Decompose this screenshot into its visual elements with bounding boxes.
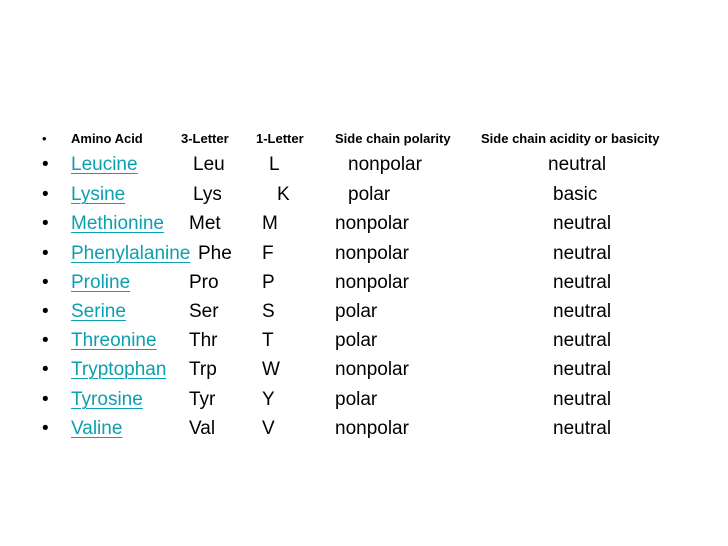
header-one-letter: 1-Letter: [256, 131, 304, 146]
acidity-value: neutral: [553, 389, 612, 410]
one-letter-code: L: [269, 154, 280, 175]
amino-acid-link[interactable]: Serine: [71, 301, 126, 322]
amino-acid-link[interactable]: Threonine: [71, 330, 157, 351]
three-letter-code: Tyr: [189, 389, 216, 410]
one-letter-code: M: [262, 213, 278, 234]
three-letter-code: Val: [189, 418, 216, 439]
bullet: •: [42, 418, 49, 439]
three-letter-code: Thr: [189, 330, 218, 351]
acidity-value: neutral: [553, 330, 612, 351]
bullet: •: [42, 389, 49, 410]
acidity-value: neutral: [553, 272, 612, 293]
table-row: [0, 415, 728, 443]
acidity-value: neutral: [553, 301, 612, 322]
three-letter-code: Met: [189, 213, 221, 234]
amino-acid-link[interactable]: Phenylalanine: [71, 243, 191, 264]
polarity-value: nonpolar: [335, 213, 409, 234]
table-row: [0, 151, 728, 179]
three-letter-code: Trp: [189, 359, 217, 380]
polarity-value: polar: [335, 389, 378, 410]
table-row: [0, 386, 728, 414]
acidity-value: basic: [553, 184, 598, 205]
table-row: [0, 327, 728, 355]
bullet: •: [42, 330, 49, 351]
bullet: •: [42, 213, 49, 234]
one-letter-code: Y: [262, 389, 275, 410]
table-row: [0, 210, 728, 238]
one-letter-code: V: [262, 418, 275, 439]
acidity-value: neutral: [553, 418, 612, 439]
three-letter-code: Ser: [189, 301, 219, 322]
polarity-value: nonpolar: [335, 418, 409, 439]
polarity-value: polar: [348, 184, 391, 205]
amino-acid-link[interactable]: Leucine: [71, 154, 138, 175]
one-letter-code: K: [277, 184, 290, 205]
bullet: •: [42, 272, 49, 293]
amino-acid-link[interactable]: Lysine: [71, 184, 126, 205]
amino-acid-link[interactable]: Proline: [71, 272, 131, 293]
acidity-value: neutral: [548, 154, 607, 175]
three-letter-code: Pro: [189, 272, 219, 293]
one-letter-code: P: [262, 272, 275, 293]
table-row: [0, 240, 728, 268]
table-row: [0, 269, 728, 297]
one-letter-code: F: [262, 243, 274, 264]
three-letter-code: Leu: [193, 154, 225, 175]
acidity-value: neutral: [553, 213, 612, 234]
header-polarity: Side chain polarity: [335, 131, 451, 146]
acidity-value: neutral: [553, 359, 612, 380]
table-row: [0, 356, 728, 384]
amino-acid-link[interactable]: Tryptophan: [71, 359, 167, 380]
bullet: •: [42, 131, 47, 146]
acidity-value: neutral: [553, 243, 612, 264]
polarity-value: polar: [335, 330, 378, 351]
amino-acid-link[interactable]: Methionine: [71, 213, 164, 234]
polarity-value: nonpolar: [335, 243, 409, 264]
polarity-value: nonpolar: [348, 154, 422, 175]
header-acidity: Side chain acidity or basicity: [481, 131, 660, 146]
bullet: •: [42, 359, 49, 380]
header-three-letter: 3-Letter: [181, 131, 229, 146]
one-letter-code: T: [262, 330, 274, 351]
bullet: •: [42, 243, 49, 264]
table-row: [0, 298, 728, 326]
bullet: •: [42, 184, 49, 205]
table-row: [0, 181, 728, 209]
amino-acid-link[interactable]: Tyrosine: [71, 389, 143, 410]
header-amino-acid: Amino Acid: [71, 131, 143, 146]
three-letter-code: Lys: [193, 184, 222, 205]
one-letter-code: W: [262, 359, 280, 380]
three-letter-code: Phe: [198, 243, 232, 264]
amino-acid-link[interactable]: Valine: [71, 418, 123, 439]
bullet: •: [42, 154, 49, 175]
one-letter-code: S: [262, 301, 275, 322]
polarity-value: polar: [335, 301, 378, 322]
table-header: [0, 125, 728, 153]
polarity-value: nonpolar: [335, 359, 409, 380]
polarity-value: nonpolar: [335, 272, 409, 293]
bullet: •: [42, 301, 49, 322]
